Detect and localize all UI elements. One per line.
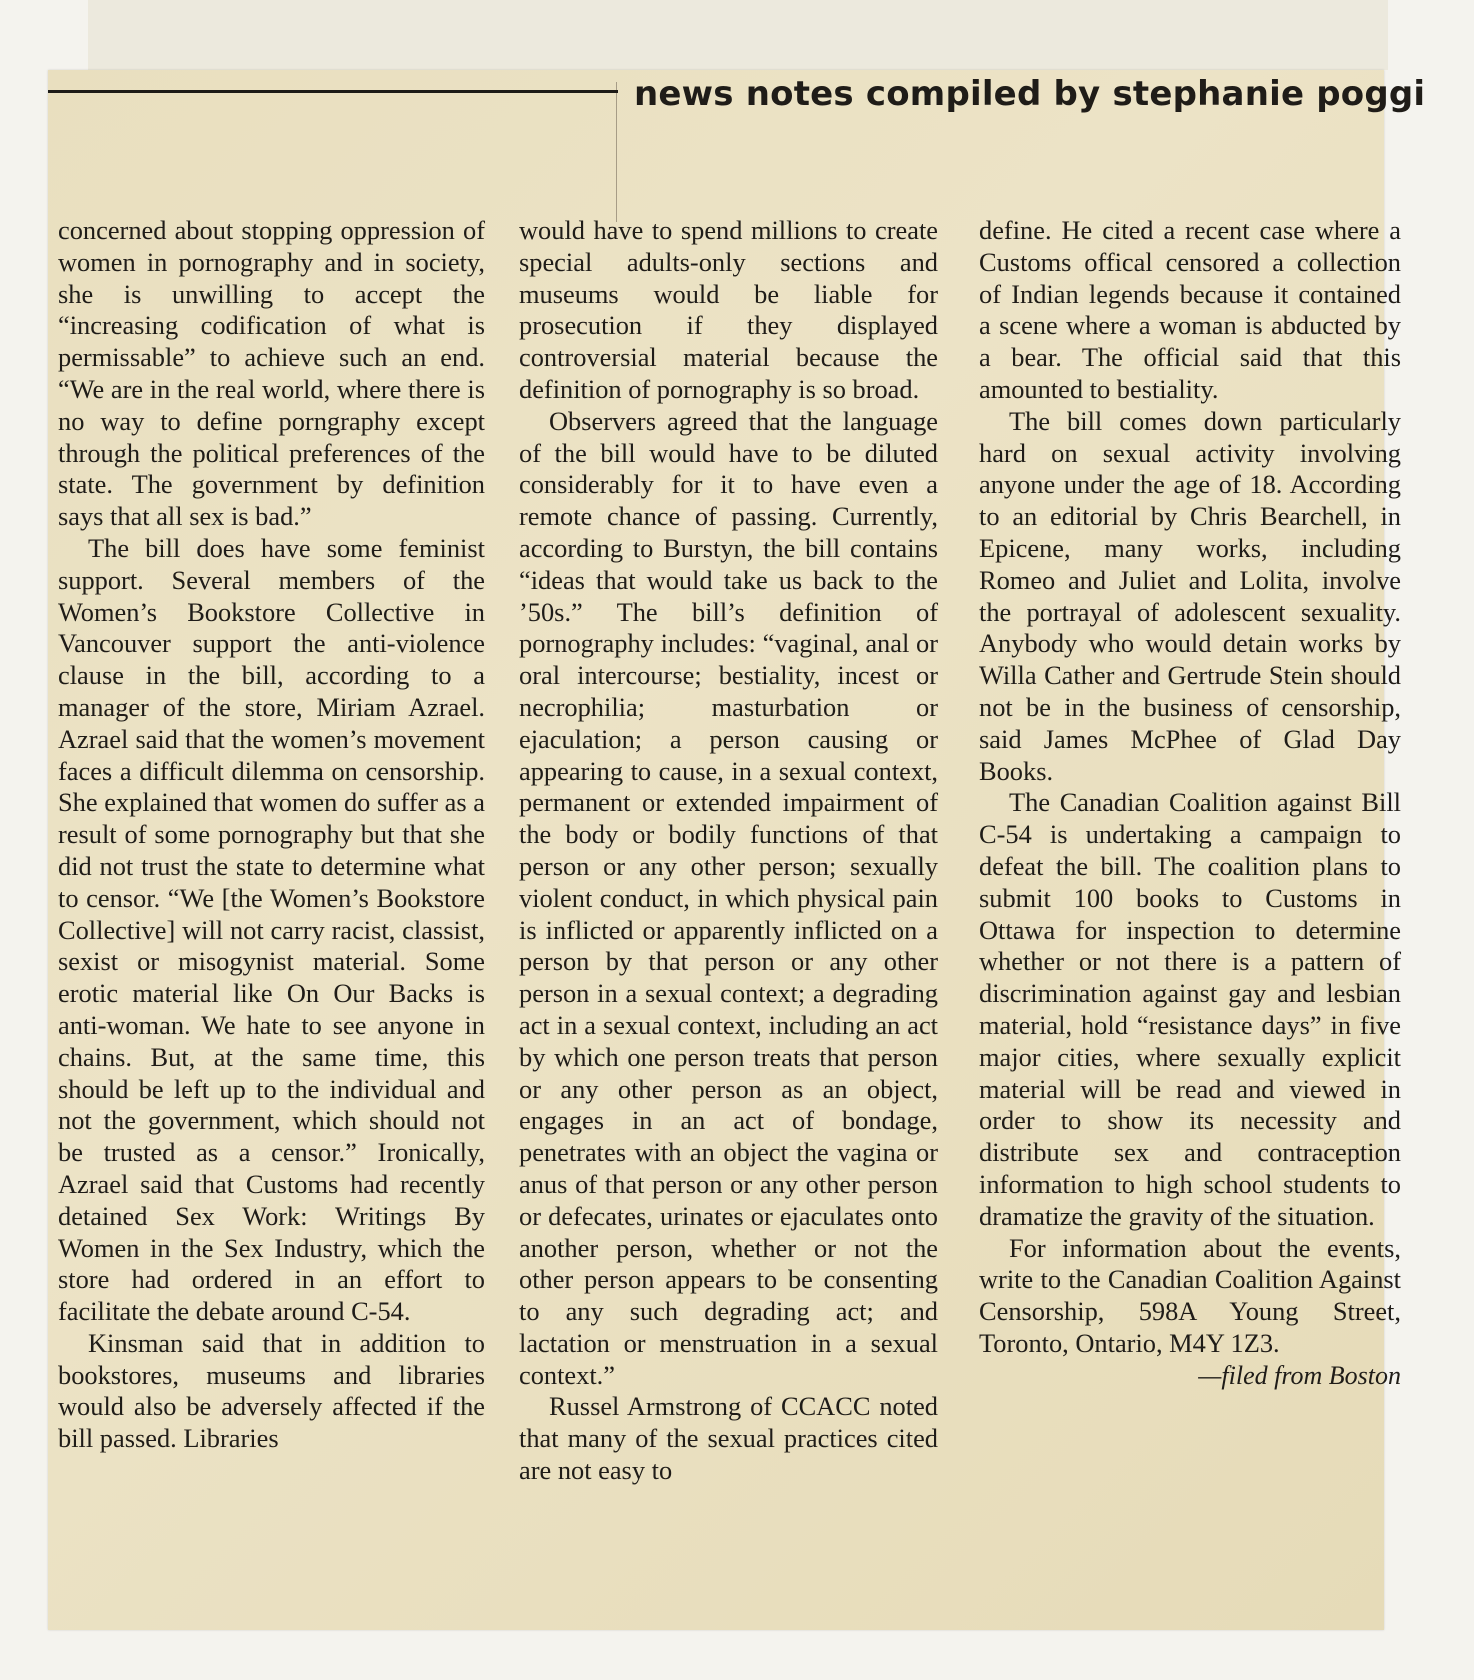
paragraph: define. He cited a recent case where a Customs offical censored a collection of Indian legends because it contained a scene where a woman is abducted by a bear. The official said that this amounted to bestiality. xyxy=(979,215,1401,404)
header-rule xyxy=(48,90,618,93)
paragraph: The bill comes down particularly hard on sexual activity involving anyone under the age of 18. According to an editorial by Chris Bearchell, in Epicene, many works, including Romeo and Juliet and Lolita, involve the portrayal of adolescent sexuality. Anybody who would detain works by Willa Cather and Gertrude Stein should not be in the business of censorship, said James McPhee of Glad Day Books. xyxy=(979,405,1401,786)
paragraph: Russel Armstrong of CCACC noted that many of the sexual practices cited are not easy to xyxy=(519,1391,938,1486)
column-fold-line xyxy=(616,82,617,222)
paragraph: concerned about stopping oppression of women in pornography and in society, she is unwilling to accept the “increasing codification of what is permissable” to achieve such an end. “We are in the real world, where there is no way to define porngraphy except through the political preferences of the state. The government by definition says that all sex is bad.” xyxy=(58,215,485,532)
paragraph: The bill does have some feminist support. Several members of the Women’s Bookstore Collective in Vancouver support the anti-violence clause in the bill, according to a manager of the store, Miriam Azrael. Azrael said that the women’s movement faces a difficult dilemma on censorship. She explained that women do suffer as a result of some pornography but that she did not trust the state to determine what to censor. “We [the Women’s Bookstore Collective] will not carry racist, classist, sexist or misogynist material. Some erotic material like On Our Backs is anti-woman. We hate to see anyone in chains. But, at the same time, this should be left up to the individual and not the government, which should not be trusted as a censor.” Ironically, Azrael said that Customs had recently detained Sex Work: Writings By Women in the Sex Industry, which the store had ordered in an effort to facilitate the debate around C-54. xyxy=(58,532,485,1327)
paragraph: The Canadian Coalition against Bill C-54 is undertaking a campaign to defeat the bill. The coalition plans to submit 100 books to Customs in Ottawa for inspection to determine whether or not there is a pattern of discrimination against gay and lesbian material, hold “resistance days” in five major cities, where sexually explicit material will be read and viewed in order to show its necessity and distribute sex and contraception information to high school students to dramatize the gravity of the situation. xyxy=(979,787,1401,1231)
paragraph: Kinsman said that in addition to bookstores, museums and libraries would also be adversely affected if the bill passed. Libraries xyxy=(58,1327,485,1454)
dateline: —filed from Boston xyxy=(1198,1360,1401,1390)
article-column-1 xyxy=(58,215,485,1455)
article-column-3 xyxy=(979,215,1401,1391)
backing-paper xyxy=(88,0,1388,70)
paragraph: For information about the events, write to the Canadian Coalition Against Censorship, 598A Young Street, Toronto, Ontario, M4Y 1Z3. xyxy=(979,1232,1401,1358)
article-column-2 xyxy=(519,215,938,1487)
paragraph: Observers agreed that the language of the bill would have to be diluted considerably for it to have even a remote chance of passing. Currently, according to Burstyn, the bill contains “ideas that would take us back to the ’50s.” The bill’s definition of pornography includes: “vaginal, anal or oral intercourse; bestiality, incest or necrophilia; masturbation or ejaculation; a person causing or appearing to cause, in a sexual context, permanent or extended impairment of the body or bodily functions of that person or any other person; sexually violent conduct, in which physical pain is inflicted or apparently inflicted on a person by that person or any other person in a sexual context; a degrading act in a sexual context, including an act by which one person treats that person or any other person as an object, engages in an act of bondage, penetrates with an object the vagina or anus of that person or any other person or defecates, urinates or ejaculates onto another person, whether or not the other person appears to be consenting to any such degrading act; and lactation or menstruation in a sexual context.” xyxy=(519,405,938,1390)
paragraph: would have to spend millions to create special adults-only sections and museums would be liable for prosecution if they displayed controversial material because the definition of pornography is so broad. xyxy=(519,215,938,404)
section-header: news notes compiled by stephanie poggi xyxy=(634,74,1426,114)
